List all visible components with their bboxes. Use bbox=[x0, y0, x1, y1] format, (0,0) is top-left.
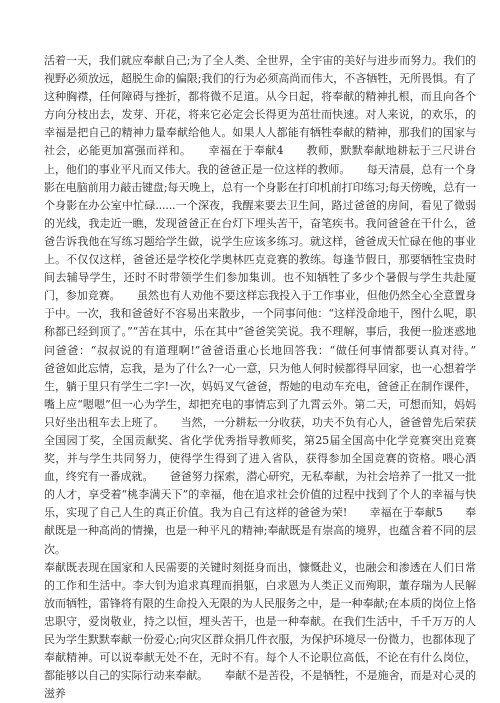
document-body bbox=[44, 52, 498, 703]
paragraph: 奉献既表现在国家和人民需要的关键时刻挺身而出，慷慨赴义，也融会和渗透在人们日常的工作和生活中。李大钊为追求真理而捐躯，白求恩为人类正义而殉职，董存瑞为人民解放而牺牲，雷锋将有限的生命投入无限的为人民服务之中，是一种奉献;在本质的岗位上恪忠职守，爱岗敬业，持之以恒，埋头苦干，也是一种奉献。在我们生活中，千千万万的人民为学生默默奉献一份爱心;向灾区群众捐几件衣服，为保护环境尽一份微力，也都体现了奉献精神。可以说奉献无处不在，无时不有。每个人不论职位高低，不论在有什么岗位，都能够以自己的实际行动来奉献。 奉献不是苦役，不是牺牲，不是施舍，而是对心灵的滋养 bbox=[44, 560, 476, 701]
paragraph: 活着一天，我们就应奉献自己;为了全人类、全世界，全宇宙的美好与进步而努力。我们的视野必须放远，超脱生命的偏限;我们的行为必须高尚而伟大，不吝牺牲，无所畏惧。有了这种胸襟，任何障碍与挫折，都将微不足道。从今日起，将奉献的精神扎根，而且向各个方向分枝出去，发芽、开花，将来它必定会长得更为茁壮而快速。对人来说，的欢乐，的幸福是把自己的精神力量奉献给他人。如果人人都能有牺牲奉献的精神，那我们的国家与社会，必能更加富强而祥和。 幸福在于奉献4 教师，默默奉献地耕耘于三尺讲台上，他们的事业平凡而又伟大。我的爸爸正是一位这样的教师。 每天清晨，总有一个身影在电脑前用力敲击键盘;每天晚上，总有一个身影在打印机前打印练习;每天傍晚，总有一个身影在办公室中忙碌......一个深夜，我醒来要去卫生间，路过爸爸的房间，看见了微弱的光线，我走近一瞧，发现爸爸正在台灯下埋头苦干，奋笔疾书。我问爸爸在干什么，爸爸告诉我他在写练习题给学生做，说学生应该多练习。就这样，爸爸成天忙碌在他的事业上。不仅仅这样，爸爸还是学校化学奥林匹克竞赛的教练。每逢节假日，那要牺牲宝贵时间去辅导学生，还时不时带领学生们参加集训。也不知牺牲了多少个暑假与学生共赴厦门，参加竞赛。 虽然也有人劝他不要这样忘我投入于工作事业，但他仍然全心全意置身于中。一次，我和爸爸好不容易出来散步，一个同事问他：“这样没命地干，图什么呢，职称都已经到顶了。”“苦在其中，乐在其中”爸爸笑笑说。我不理解，事后，我便一脸迷惑地问爸爸：“叔叔说的有道理啊!”爸爸语重心长地回答我：“做任何事情都要认真对待。” 爸爸如此忘情，忘我，是为了什么?一心一意，只为他人何时候都得早回家，也一心想着学生，躺于里只有学生二字!一次，妈妈叉气爸爸，帮她的电动车充电，爸爸正在制作课件，嘴上应“嗯嗯”但一心为学生，却把充电的事情忘到了九霄云外。第二天，可想而知，妈妈只好坐出租车去上班了。 当然，一分耕耘一分收获，功夫不负有心人，爸爸曾先后荣获全国园丁奖，全国贡献奖、省化学优秀指导教师奖，第25届全国高中化学竞赛突出竞赛奖，并与学生共同努力，使得学生得到了进入省队，获得参加全国竞赛的资格。喂心酒血，终究有一番成就。 爸爸努力探索，潜心研究，无私奉献，为社会培养了一批又一批的人才，享受着“桃李满天下”的幸福，他在追求社会价值的过程中找到了个人的幸福与快乐，实现了自己人生的真正价值。我为自己有这样的爸爸为荣! 幸福在于奉献5 奉献既是一种高尚的情操，也是一种平凡的精神;奉献既是有崇高的境界，也蕴含着不同的层次。 bbox=[44, 54, 498, 556]
